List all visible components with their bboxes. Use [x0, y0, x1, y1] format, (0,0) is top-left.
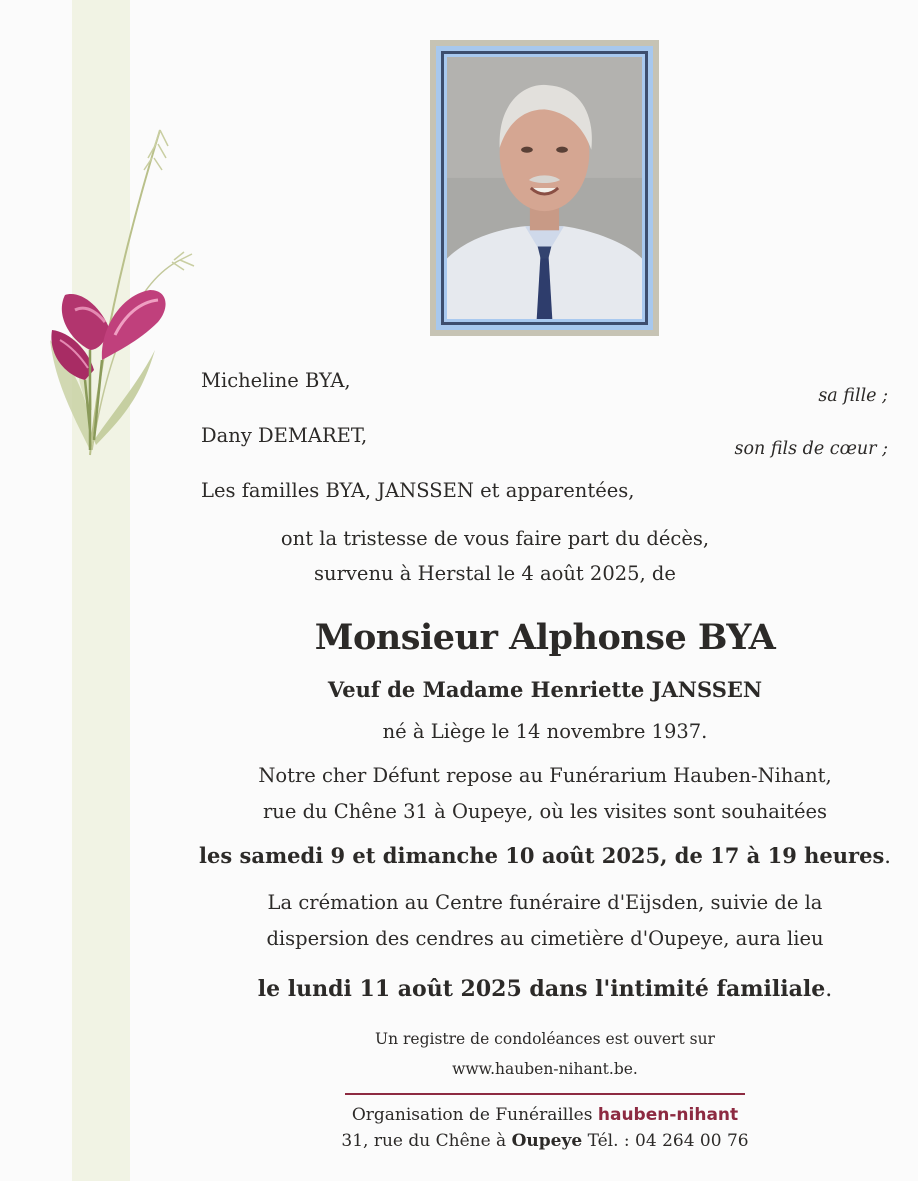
footer-address-line	[0, 1131, 918, 1151]
portrait-photo-icon	[447, 57, 642, 319]
condolences-url[interactable]: www.hauben-nihant.be.	[452, 1060, 638, 1078]
address-prefix: 31, rue du Chêne à	[341, 1131, 507, 1151]
announcement-line-1: ont la tristesse de vous faire part du décès,	[280, 527, 710, 550]
portrait-frame	[430, 40, 659, 336]
families-line: Les familles BYA, JANSSEN et apparentées,	[201, 479, 635, 502]
cremation-date-line: le lundi 11 août 2025 dans l'intimité familiale.	[257, 976, 833, 1002]
condolences-line: Un registre de condoléances est ouvert sur	[375, 1030, 715, 1048]
visitation-line-2: rue du Chêne 31 à Oupeye, où les visites sont souhaitées	[262, 800, 828, 823]
deceased-name: Monsieur Alphonse BYA	[314, 617, 776, 658]
family-member-2-relation: son fils de cœur ;	[734, 439, 888, 459]
address-town: Oupeye	[511, 1131, 583, 1151]
cremation-date: le lundi 11 août 2025 dans l'intimité familiale	[257, 976, 826, 1002]
visitation-dates: les samedi 9 et dimanche 10 août 2025, de 17 à 19 heures	[199, 843, 885, 868]
cremation-line-1: La crémation au Centre funéraire d'Eijsden, suivie de la	[267, 891, 823, 914]
footer-org-line	[0, 1105, 918, 1125]
calla-lily-icon	[30, 110, 220, 470]
family-member-1-name: Micheline BYA,	[201, 369, 351, 392]
spouse-line: Veuf de Madame Henriette JANSSEN	[327, 677, 763, 702]
visitation-line-1: Notre cher Défunt repose au Funérarium Hauben-Nihant,	[258, 764, 832, 787]
visitation-dates-line: les samedi 9 et dimanche 10 août 2025, de 17 à 19 heures.	[199, 843, 891, 868]
announcement-line-2: survenu à Herstal le 4 août 2025, de	[314, 562, 676, 585]
org-label: Organisation de Funérailles	[351, 1105, 593, 1125]
cremation-line-2: dispersion des cendres au cimetière d'Oupeye, aura lieu	[266, 927, 824, 950]
footer-divider	[345, 1093, 745, 1095]
family-member-2-name: Dany DEMARET,	[201, 424, 368, 447]
brand-logo: hauben-nihant	[597, 1105, 739, 1125]
phone-number: Tél. : 04 264 00 76	[587, 1131, 749, 1151]
birth-line: né à Liège le 14 novembre 1937.	[382, 720, 708, 743]
family-member-1-relation: sa fille ;	[818, 386, 888, 406]
